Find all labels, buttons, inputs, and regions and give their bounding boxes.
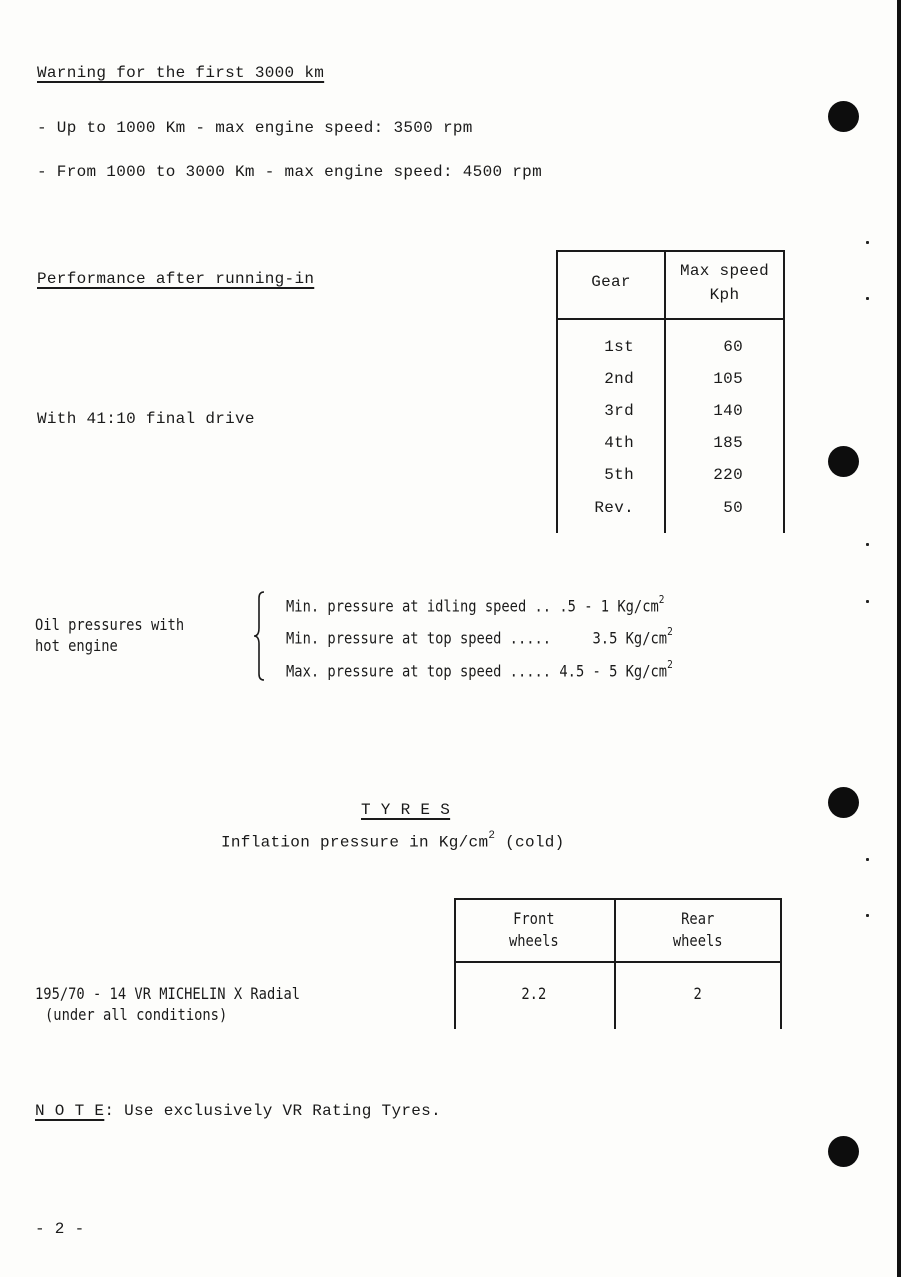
scan-speck [866, 543, 869, 546]
speed-cell: 185 [713, 434, 743, 452]
punch-hole [828, 787, 859, 818]
gear-cell: 5th [604, 466, 634, 484]
page-number: - 2 - [35, 1220, 85, 1238]
speed-cell: 105 [713, 370, 743, 388]
speed-cell: 60 [723, 338, 743, 356]
gear-cell: 3rd [604, 402, 634, 420]
tyre-spec-note: (under all conditions) [45, 1005, 228, 1024]
oil-row: Min. pressure at top speed ..... 3.5 $Kg/cm^2$ [286, 625, 673, 648]
speed-cell: 140 [713, 402, 743, 420]
note-label: N O T E [35, 1102, 105, 1120]
front-pressure: 2.2 [521, 984, 547, 1003]
speed-unit-header: Kph [709, 286, 740, 304]
scan-edge [897, 0, 901, 1277]
gear-header: Gear [591, 273, 631, 291]
punch-hole [828, 1136, 859, 1167]
tyres-title: T Y R E S [361, 801, 451, 819]
gear-cell: Rev. [594, 499, 634, 517]
punch-hole [828, 101, 859, 132]
scan-speck [866, 600, 869, 603]
warning-item: - Up to 1000 Km - max engine speed: 3500 rpm [37, 119, 473, 137]
tyres-subtitle: Inflation pressure in $Kg/cm^2$ (cold) [221, 830, 565, 852]
gear-cell: 1st [604, 338, 634, 356]
scan-speck [866, 858, 869, 861]
oil-label: hot engine [35, 636, 118, 655]
speed-header: Max speed [679, 262, 770, 280]
curly-brace-icon [252, 590, 268, 682]
rear-pressure: 2 [693, 984, 702, 1003]
front-header: Front [513, 909, 555, 928]
final-drive-label: With 41:10 final drive [37, 410, 255, 428]
punch-hole [828, 446, 859, 477]
gear-cell: 4th [604, 434, 634, 452]
front-header: wheels [508, 931, 559, 950]
rear-header: wheels [672, 931, 723, 950]
note-text: : Use exclusively VR Rating Tyres. [104, 1102, 441, 1120]
scan-speck [866, 297, 869, 300]
speed-cell: 50 [723, 499, 743, 517]
rear-header: Rear [681, 909, 715, 928]
tyre-spec: 195/70 - 14 VR MICHELIN X Radial [35, 984, 301, 1003]
scan-speck [866, 241, 869, 244]
speed-cell: 220 [713, 466, 743, 484]
warning-title: Warning for the first 3000 km [37, 64, 325, 82]
scan-speck [866, 914, 869, 917]
oil-row: Min. pressure at idling speed .. .5 - 1 $Kg/cm^2$ [286, 593, 665, 616]
gear-cell: 2nd [604, 370, 634, 388]
oil-label: Oil pressures with [35, 615, 185, 634]
warning-item: - From 1000 to 3000 Km - max engine speed: 4500 rpm [37, 163, 542, 181]
note [35, 1102, 441, 1120]
performance-title: Performance after running-in [37, 270, 315, 288]
oil-row: Max. pressure at top speed ..... 4.5 - 5 $Kg/cm^2$ [286, 658, 673, 681]
